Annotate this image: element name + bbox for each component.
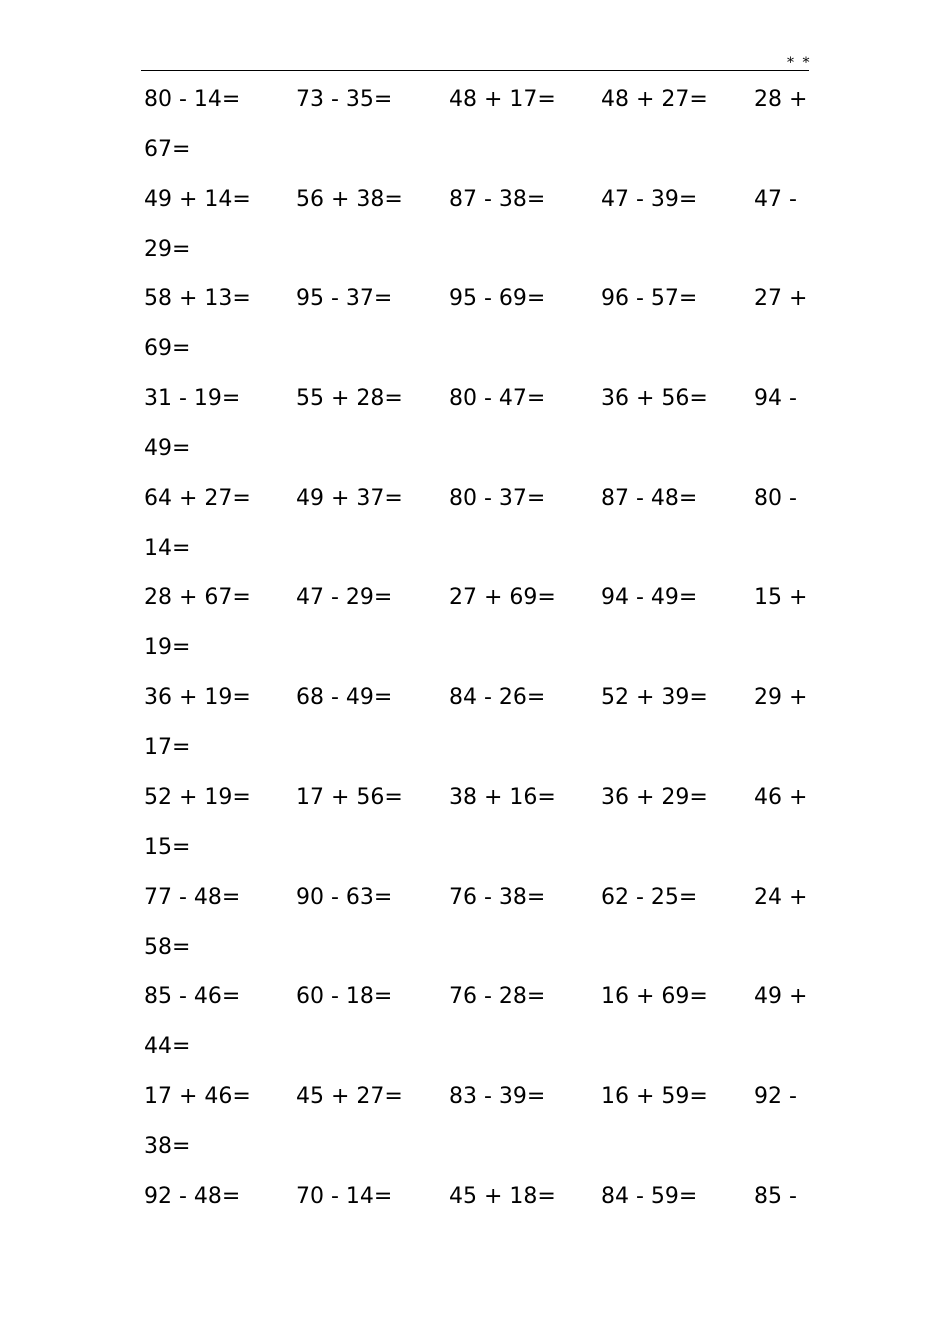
problem: 90 - 63=: [296, 884, 393, 910]
problem: 15 +: [754, 585, 808, 611]
problem: 49 +: [754, 984, 808, 1010]
problem: 94 - 49=: [601, 585, 698, 611]
header-mark: * *: [787, 55, 812, 71]
problem: 85 - 46=: [144, 984, 241, 1010]
problem: 16 + 69=: [601, 984, 708, 1010]
problem: 95 - 69=: [449, 286, 546, 312]
problem: 16 + 59=: [601, 1083, 708, 1109]
problem-row: [144, 573, 824, 673]
problem-row: [144, 274, 824, 374]
problem: 55 + 28=: [296, 386, 403, 412]
problem-row: [144, 1072, 824, 1172]
problem: 36 + 19=: [144, 685, 251, 711]
problem: 62 - 25=: [601, 884, 698, 910]
problem-line: [144, 474, 824, 524]
problem: 94 -: [754, 386, 797, 412]
problem: 49 + 14=: [144, 186, 251, 212]
problem-wrap: 17=: [144, 735, 191, 761]
problem: 58 + 13=: [144, 286, 251, 312]
problem-wrap: 44=: [144, 1034, 191, 1060]
problem: 47 -: [754, 186, 797, 212]
problem-line: [144, 873, 824, 923]
problem: 80 - 14=: [144, 87, 241, 112]
problem-line: [144, 274, 824, 324]
problem-wrap: 58=: [144, 934, 191, 960]
problem-line: [144, 75, 824, 125]
problem-line: [144, 972, 824, 1022]
problem-row: [144, 75, 824, 175]
problem: 87 - 38=: [449, 186, 546, 212]
problem: 70 - 14=: [296, 1183, 393, 1209]
problem: 64 + 27=: [144, 485, 251, 511]
problem: 36 + 56=: [601, 386, 708, 412]
problem: 87 - 48=: [601, 485, 698, 511]
problem-line: [144, 773, 824, 823]
problem-wrap: 15=: [144, 834, 191, 860]
problem: 73 - 35=: [296, 87, 393, 112]
problem: 84 - 59=: [601, 1183, 698, 1209]
header-rule: [141, 70, 809, 71]
problem: 56 + 38=: [296, 186, 403, 212]
problem: 80 -: [754, 485, 797, 511]
problem-wrap: 14=: [144, 535, 191, 561]
problem: 80 - 37=: [449, 485, 546, 511]
problem: 48 + 27=: [601, 87, 708, 112]
problem-line: [144, 1172, 824, 1222]
problem: 28 + 67=: [144, 585, 251, 611]
problem-line: [144, 374, 824, 424]
problem-line: [144, 673, 824, 723]
problem: 52 + 39=: [601, 685, 708, 711]
problem: 45 + 18=: [449, 1183, 556, 1209]
problem: 36 + 29=: [601, 784, 708, 810]
problem-line: [144, 573, 824, 623]
problem: 17 + 56=: [296, 784, 403, 810]
problem: 49 + 37=: [296, 485, 403, 511]
problem: 47 - 39=: [601, 186, 698, 212]
problem: 95 - 37=: [296, 286, 393, 312]
problem-wrap: 69=: [144, 336, 191, 362]
problem: 28 +: [754, 87, 808, 112]
problem: 76 - 38=: [449, 884, 546, 910]
problem-row: [144, 374, 824, 474]
problem: 92 -: [754, 1083, 797, 1109]
problem: 80 - 47=: [449, 386, 546, 412]
problem: 46 +: [754, 784, 808, 810]
problem: 31 - 19=: [144, 386, 241, 412]
problem-wrap: 49=: [144, 436, 191, 462]
problem-row: [144, 673, 824, 773]
problem: 24 +: [754, 884, 808, 910]
problem: 27 + 69=: [449, 585, 556, 611]
problem-wrap: 19=: [144, 635, 191, 661]
problem-row: [144, 773, 824, 873]
problem: 96 - 57=: [601, 286, 698, 312]
problem: 29 +: [754, 685, 808, 711]
problem: 76 - 28=: [449, 984, 546, 1010]
problem: 68 - 49=: [296, 685, 393, 711]
problem: 48 + 17=: [449, 87, 556, 112]
problem-row: [144, 1172, 824, 1272]
problem: 77 - 48=: [144, 884, 241, 910]
problem: 17 + 46=: [144, 1083, 251, 1109]
problem: 47 - 29=: [296, 585, 393, 611]
problem-line: [144, 175, 824, 225]
problem: 84 - 26=: [449, 685, 546, 711]
problem-row: [144, 175, 824, 275]
problem: 52 + 19=: [144, 784, 251, 810]
problem-row: [144, 474, 824, 574]
problem-wrap: 38=: [144, 1133, 191, 1159]
problem: 27 +: [754, 286, 808, 312]
problem-wrap: 67=: [144, 137, 191, 162]
arithmetic-worksheet: [144, 75, 824, 1271]
problem: 85 -: [754, 1183, 797, 1209]
problem: 83 - 39=: [449, 1083, 546, 1109]
problem: 38 + 16=: [449, 784, 556, 810]
problem-row: [144, 873, 824, 973]
problem: 45 + 27=: [296, 1083, 403, 1109]
problem-wrap: 29=: [144, 236, 191, 262]
problem: 60 - 18=: [296, 984, 393, 1010]
problem: 92 - 48=: [144, 1183, 241, 1209]
problem-row: [144, 972, 824, 1072]
problem-line: [144, 1072, 824, 1122]
